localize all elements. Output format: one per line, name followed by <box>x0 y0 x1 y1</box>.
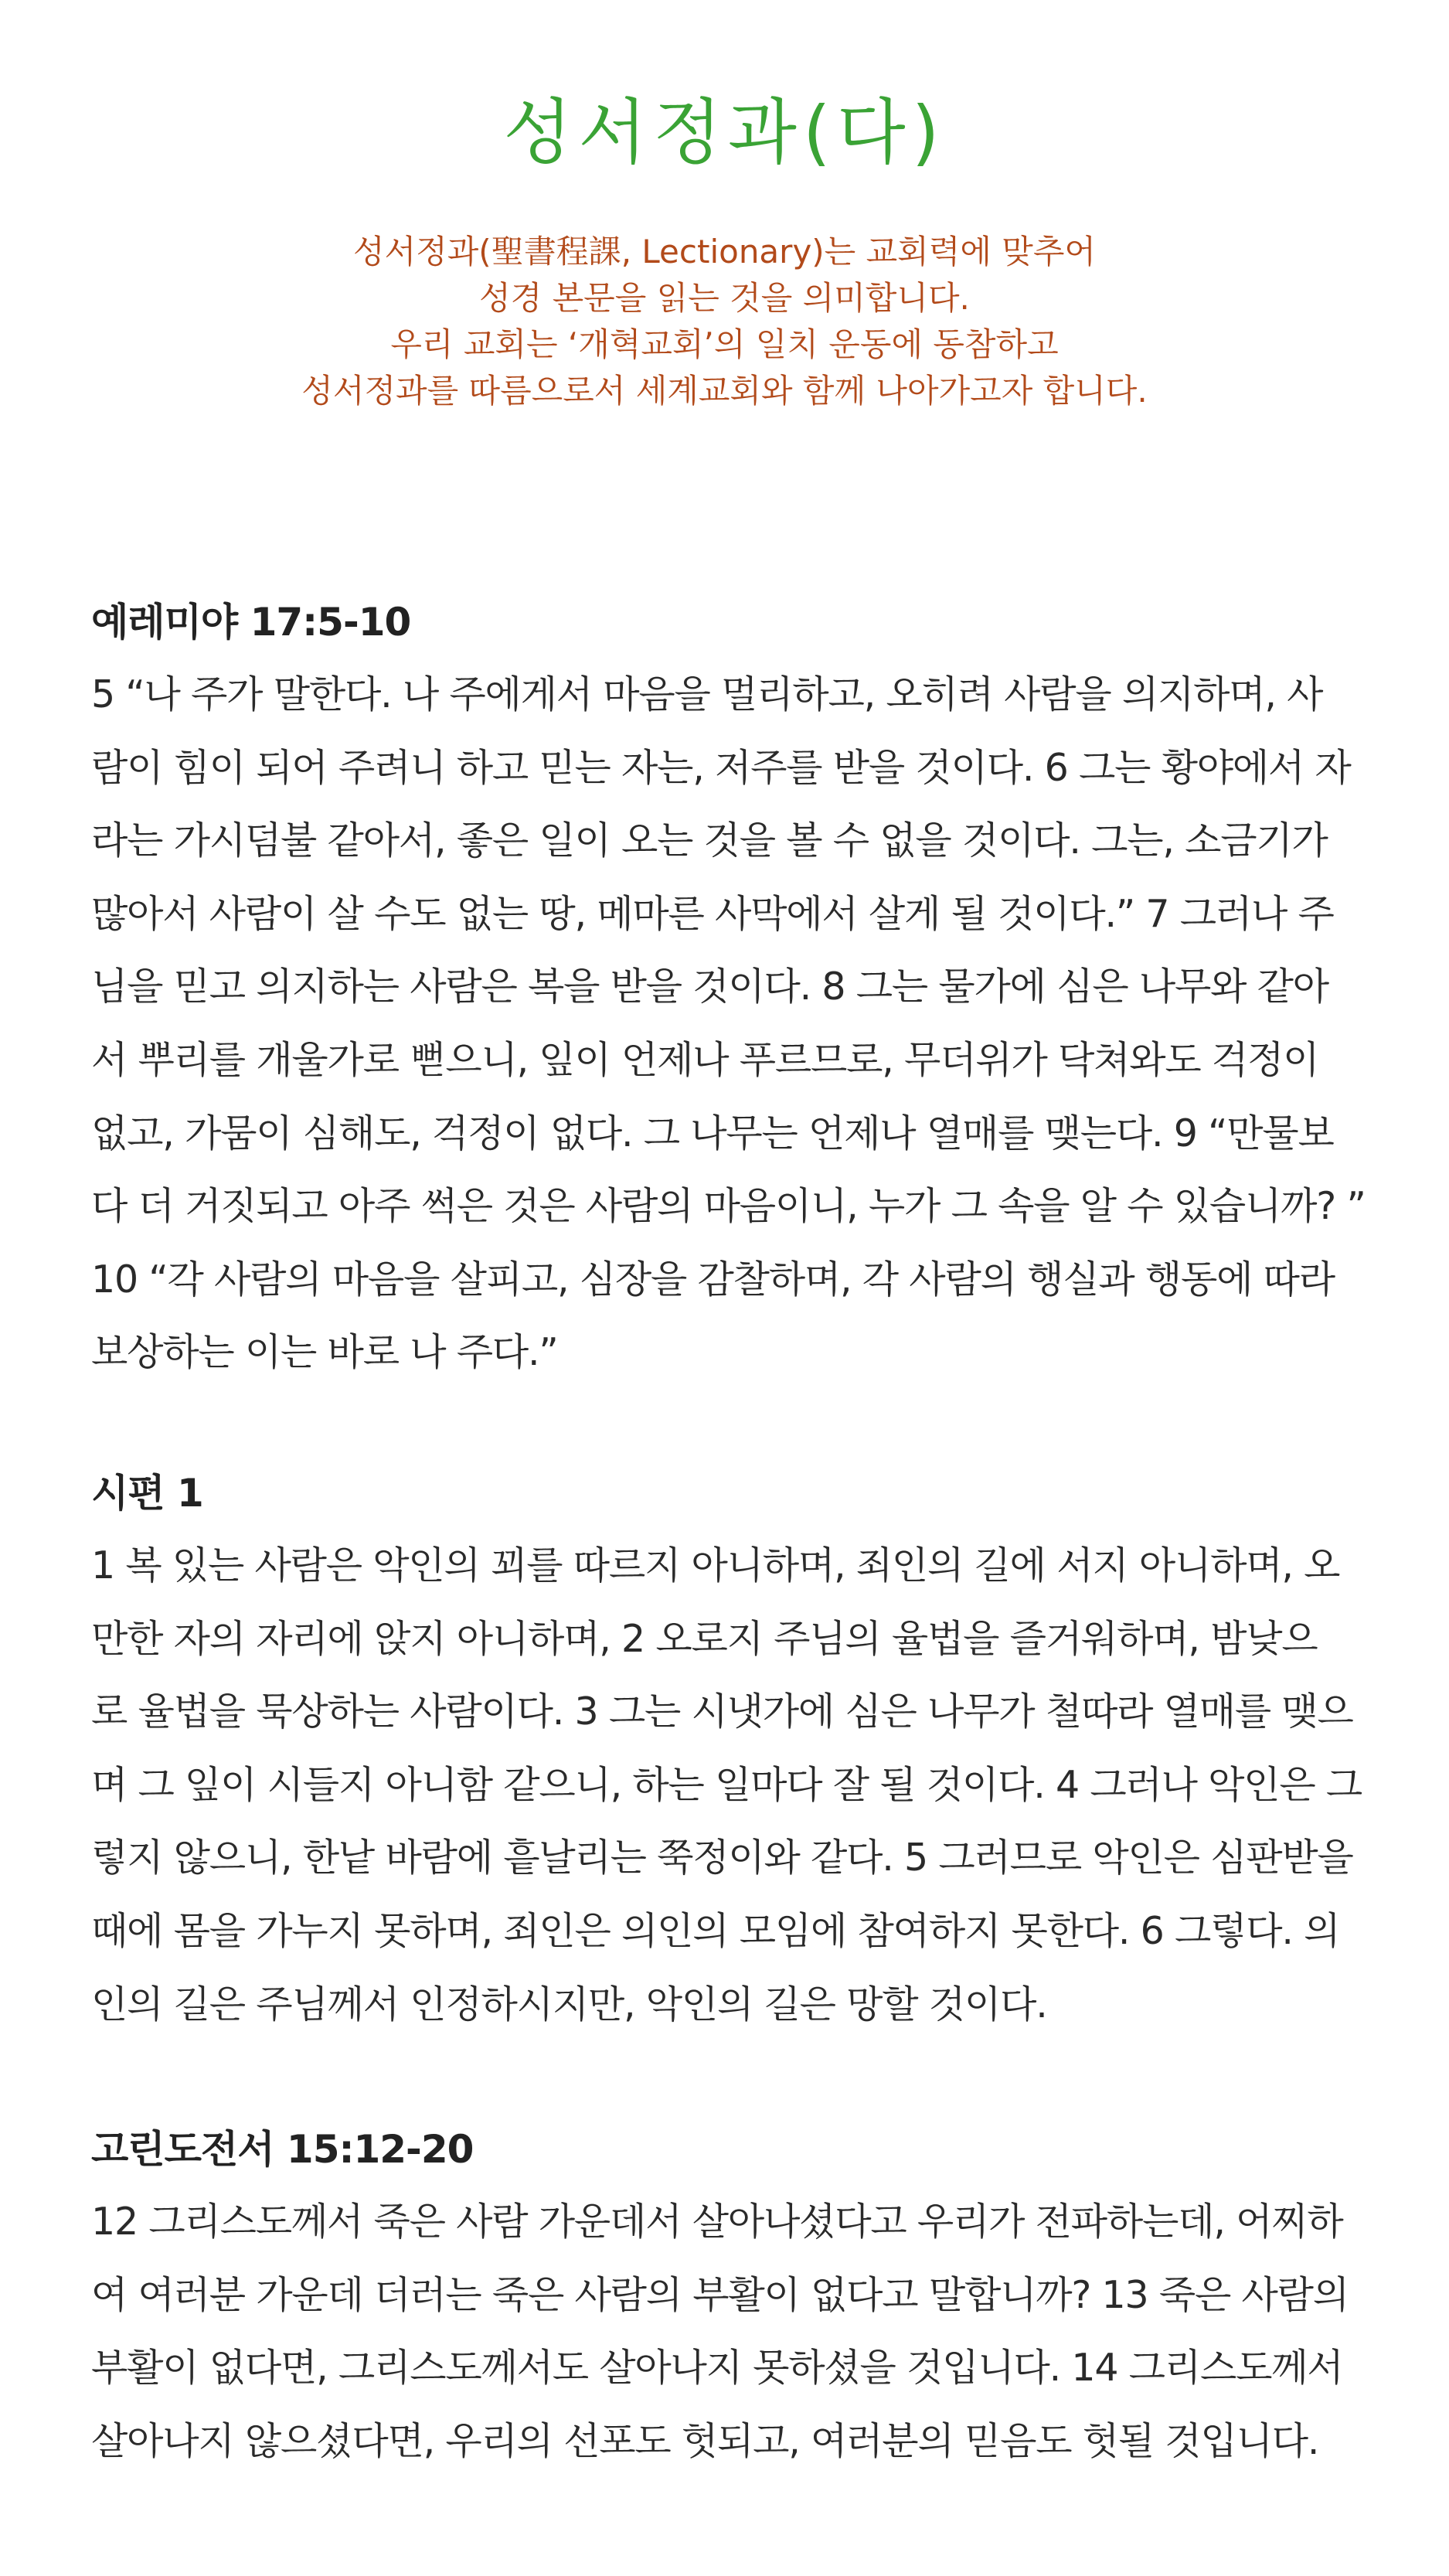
reading-line: 보상하는 이는 바로 나 주다.” <box>91 1330 558 1375</box>
reading-jeremiah <box>91 595 1366 1390</box>
reading-line: 라는 가시덤불 같아서, 좋은 일이 오는 것을 볼 수 없을 것이다. 그는, 소금기가 <box>91 818 1328 863</box>
reading-body <box>91 2186 1366 2478</box>
reading-line: 5 “나 주가 말한다. 나 주에게서 마음을 멀리하고, 오히려 사람을 의지하며, 사 <box>91 672 1323 716</box>
reading-line: 10 “각 사람의 마음을 살피고, 심장을 감찰하며, 각 사람의 행실과 행동에 따라 <box>91 1257 1335 1302</box>
reading-line: 다 더 거짓되고 아주 썩은 것은 사람의 마음이니, 누가 그 속을 알 수 있습니까? ” <box>91 1184 1366 1229</box>
reading-heading: 시편 1 <box>91 1471 203 1516</box>
reading-line: 여 여러분 가운데 더러는 죽은 사람의 부활이 없다고 말합니까? 13 죽은 사람의 <box>91 2272 1349 2317</box>
reading-line: 로 율법을 묵상하는 사람이다. 3 그는 시냇가에 심은 나무가 철따라 열매를 맺으 <box>91 1690 1353 1734</box>
reading-line: 님을 믿고 의지하는 사람은 복을 받을 것이다. 8 그는 물가에 심은 나무와 같아 <box>91 965 1328 1009</box>
reading-line: 만한 자의 자리에 앉지 아니하며, 2 오로지 주님의 율법을 즐거워하며, 밤낮으 <box>91 1616 1318 1661</box>
reading-corinthians <box>91 2122 1366 2478</box>
reading-line: 없고, 가뭄이 심해도, 걱정이 없다. 그 나무는 언제나 열매를 맺는다. 9 “만물보 <box>91 1111 1334 1155</box>
page-title: 성서정과(다) <box>503 91 946 174</box>
reading-line: 1 복 있는 사람은 악인의 꾀를 따르지 아니하며, 죄인의 길에 서지 아니하며, 오 <box>91 1543 1340 1587</box>
reading-line: 서 뿌리를 개울가로 뻗으니, 잎이 언제나 푸르므로, 무더위가 닥쳐와도 걱정이 <box>91 1037 1319 1082</box>
reading-heading: 고린도전서 15:12-20 <box>91 2127 474 2172</box>
reading-body <box>91 1530 1366 2041</box>
intro-line: 성서정과(聖書程課, Lectionary)는 교회력에 맞추어 <box>353 233 1096 271</box>
intro-line: 성서정과를 따름으로서 세계교회와 함께 나아가고자 합니다. <box>301 372 1148 410</box>
reading-line: 며 그 잎이 시들지 아니함 같으니, 하는 일마다 잘 될 것이다. 4 그러나 악인은 그 <box>91 1762 1362 1807</box>
reading-line: 렇지 않으니, 한낱 바람에 흩날리는 쭉정이와 같다. 5 그러므로 악인은 심판받을 <box>91 1836 1353 1880</box>
reading-line: 부활이 없다면, 그리스도께서도 살아나지 못하셨을 것입니다. 14 그리스도께서 <box>91 2346 1343 2391</box>
reading-line: 람이 힘이 되어 주려니 하고 믿는 자는, 저주를 받을 것이다. 6 그는 황야에서 자 <box>91 745 1351 790</box>
intro-line: 우리 교회는 ‘개혁교회’의 일치 운동에 동참하고 <box>390 325 1059 363</box>
reading-line: 12 그리스도께서 죽은 사람 가운데서 살아나셨다고 우리가 전파하는데, 어찌하 <box>91 2200 1343 2244</box>
reading-line: 살아나지 않으셨다면, 우리의 선포도 헛되고, 여러분의 믿음도 헛될 것입니다. <box>91 2418 1319 2463</box>
reading-line: 인의 길은 주님께서 인정하시지만, 악인의 길은 망할 것이다. <box>91 1982 1047 2026</box>
intro-line: 성경 본문을 읽는 것을 의미합니다. <box>479 279 970 317</box>
intro-text <box>0 229 1449 414</box>
reading-body <box>91 658 1366 1390</box>
reading-psalm <box>91 1466 1366 2041</box>
reading-line: 때에 몸을 가누지 못하며, 죄인은 의인의 모임에 참여하지 못한다. 6 그렇다. 의 <box>91 1908 1340 1953</box>
reading-line: 많아서 사람이 살 수도 없는 땅, 메마른 사막에서 살게 될 것이다.” 7 그러나 주 <box>91 891 1334 936</box>
reading-heading: 예레미야 17:5-10 <box>91 600 411 645</box>
